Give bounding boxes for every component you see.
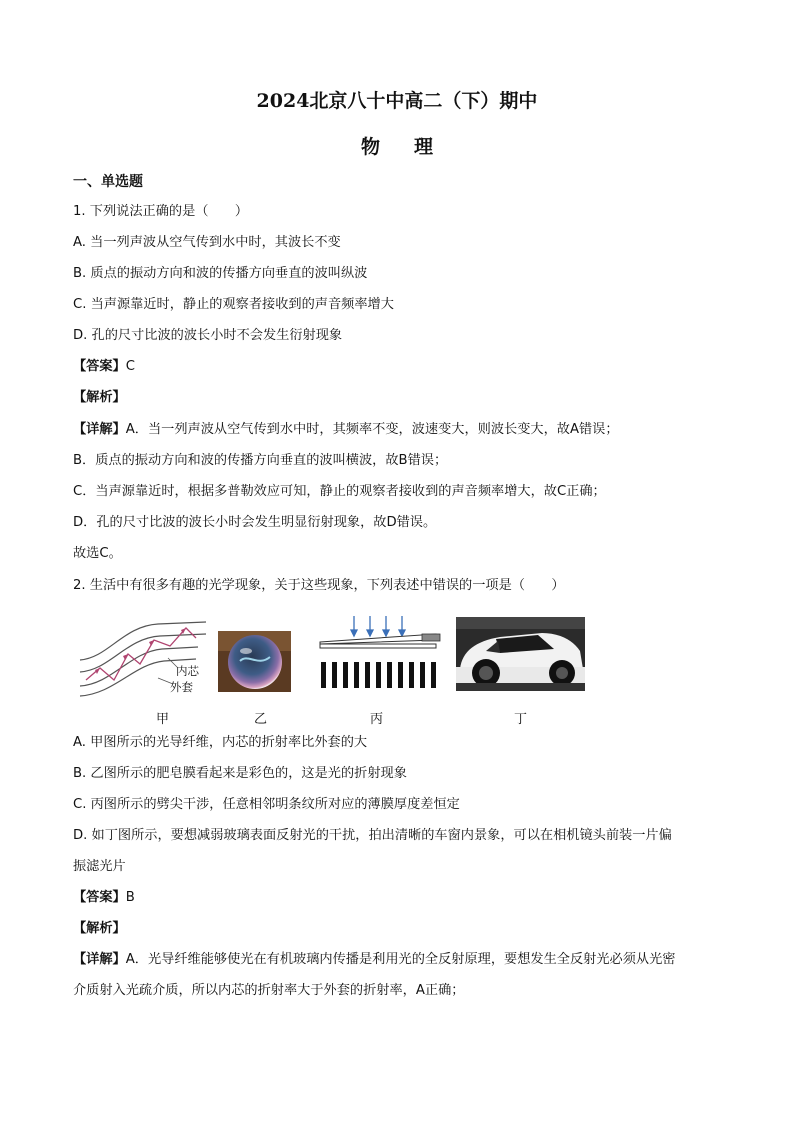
q1-option-d: D. 孔的尺寸比波的波长小时不会发生衍射现象 (73, 328, 343, 343)
section-heading: 一、单选题 (73, 174, 143, 190)
caption-bing: 丙 (370, 712, 384, 727)
caption-jia: 甲 (156, 712, 170, 727)
q2-option-b: B. 乙图所示的肥皂膜看起来是彩色的，这是光的折射现象 (73, 766, 407, 781)
answer-tag: 【答案】 (73, 890, 126, 905)
car-window-figure (456, 617, 585, 691)
q1-detail-c: C．当声源靠近时，根据多普勒效应可知，静止的观察者接收到的声音频率增大，故C正确； (73, 484, 606, 499)
q1-option-a: A. 当一列声波从空气传到水中时，其波长不变 (73, 235, 341, 250)
q2-stem: 2. 生活中有很多有趣的光学现象，关于这些现象，下列表述中错误的一项是（ ） (73, 578, 565, 593)
wedge-interference-figure (318, 614, 442, 692)
q2-option-d-cont: 振滤光片 (73, 859, 126, 874)
q2-answer (73, 889, 135, 907)
q2-option-c: C. 丙图所示的劈尖干涉，任意相邻明条纹所对应的薄膜厚度差恒定 (73, 797, 460, 812)
cladding-label: 外套 (170, 680, 193, 694)
caption-ding: 丁 (514, 712, 528, 727)
q1-detail-d: D．孔的尺寸比波的波长小时会发生明显衍射现象，故D错误。 (73, 515, 437, 530)
detail-tag: 【详解】 (73, 422, 126, 437)
q2-option-a: A. 甲图所示的光导纤维，内芯的折射率比外套的大 (73, 735, 368, 750)
q1-detail-a: 【详解】A．当一列声波从空气传到水中时，其频率不变，波速变大，则波长变大，故A错误； (73, 422, 619, 437)
core-label: 内芯 (176, 664, 199, 678)
subject-title: 物理 (360, 136, 467, 158)
q2-option-d: D. 如丁图所示，要想减弱玻璃表面反射光的干扰，拍出清晰的车窗内景象，可以在相机镜头前装一片偏 (73, 828, 672, 843)
q1-detail-b: B．质点的振动方向和波的传播方向垂直的波叫横波，故B错误； (73, 453, 448, 468)
q2-detail-a-cont: 介质射入光疏介质，所以内芯的折射率大于外套的折射率，A正确； (73, 983, 465, 998)
soap-bubble-figure (218, 631, 291, 692)
q1-option-c: C. 当声源靠近时，静止的观察者接收到的声音频率增大 (73, 297, 394, 312)
q1-conclusion: 故选C。 (73, 546, 122, 561)
answer-value: B (125, 890, 135, 905)
q1-stem: 1. 下列说法正确的是（ ） (73, 204, 249, 219)
q2-analysis-tag: 【解析】 (73, 921, 126, 936)
answer-tag: 【答案】 (73, 359, 126, 374)
q1-option-b: B. 质点的振动方向和波的传播方向垂直的波叫纵波 (73, 266, 368, 281)
answer-value: C (125, 359, 135, 374)
q1-analysis-tag: 【解析】 (73, 390, 126, 405)
q2-detail-a: 【详解】A．光导纤维能够使光在有机玻璃内传播是利用光的全反射原理，要想发生全反射光必须从光密 (73, 952, 676, 967)
q1-answer (73, 358, 135, 376)
exam-title: 2024北京八十中高二（下）期中 (256, 90, 538, 112)
detail-tag: 【详解】 (73, 952, 126, 967)
caption-yi: 乙 (254, 712, 268, 727)
